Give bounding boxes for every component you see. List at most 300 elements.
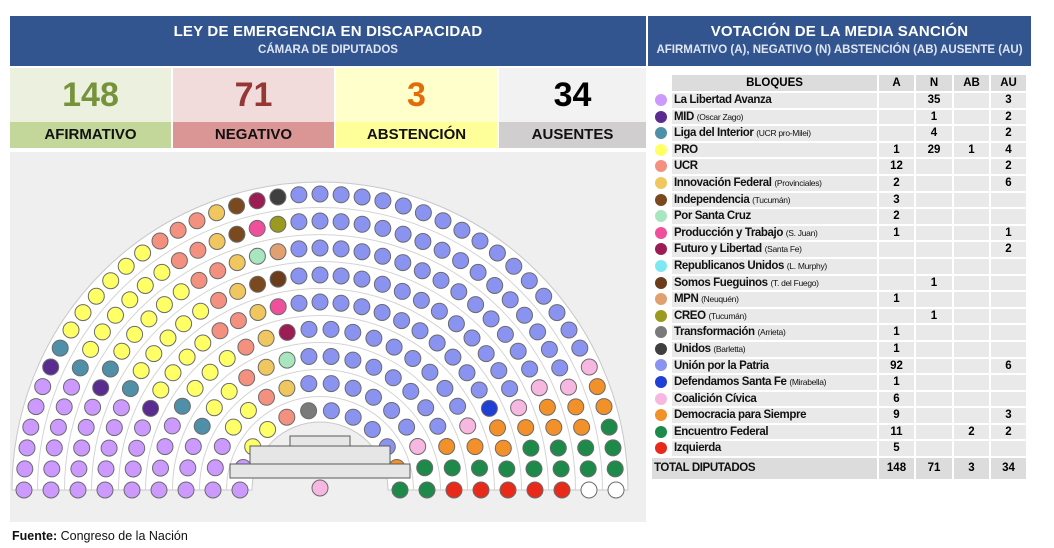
block-name-cell xyxy=(672,276,877,291)
seat xyxy=(395,198,411,214)
vote-au xyxy=(991,342,1026,357)
seat xyxy=(71,461,87,477)
block-color-dot xyxy=(655,227,667,239)
seat xyxy=(137,278,153,294)
seat xyxy=(180,460,196,476)
seat xyxy=(366,389,382,405)
vote-ab xyxy=(954,375,989,390)
block-color-dot xyxy=(655,326,667,338)
seat xyxy=(152,233,168,249)
vote-n xyxy=(916,408,952,423)
seat xyxy=(450,398,466,414)
vote-au: 6 xyxy=(991,359,1026,374)
seat xyxy=(448,316,464,332)
seat xyxy=(211,292,227,308)
block-name: Defendamos Santa Fe xyxy=(674,376,787,389)
block-color-dot xyxy=(655,210,667,222)
seat xyxy=(415,234,431,250)
seat xyxy=(550,440,566,456)
vote-title: VOTACIÓN DE LA MEDIA SANCIÓN xyxy=(710,23,969,40)
block-name: Innovación Federal xyxy=(674,176,772,189)
block-name: Democracia para Siempre xyxy=(674,409,807,422)
vote-a: 11 xyxy=(879,425,914,440)
block-color-dot xyxy=(655,243,667,255)
header-blocks: BLOQUES xyxy=(672,75,877,91)
seat xyxy=(230,313,246,329)
vote-ab xyxy=(954,359,989,374)
table-row xyxy=(652,110,1026,125)
block-color-dot xyxy=(652,375,670,390)
seat xyxy=(333,241,349,257)
seat xyxy=(88,288,104,304)
summary-abstencion xyxy=(336,68,497,150)
block-name: Coalición Cívica xyxy=(674,392,757,405)
seat xyxy=(518,420,534,436)
source-note xyxy=(12,529,188,543)
vote-au xyxy=(991,276,1026,291)
seat xyxy=(549,305,565,321)
block-name-cell xyxy=(672,110,877,125)
vote-au: 3 xyxy=(991,408,1026,423)
seat xyxy=(431,303,447,319)
seat xyxy=(386,339,402,355)
table-row xyxy=(652,126,1026,141)
seat xyxy=(497,326,513,342)
vote-ab xyxy=(954,276,989,291)
seat xyxy=(531,380,547,396)
seat xyxy=(323,376,339,392)
seat xyxy=(190,242,206,258)
vote-summary xyxy=(10,68,646,150)
seat xyxy=(230,283,246,299)
block-color-dot xyxy=(652,110,670,125)
header-ab: AB xyxy=(954,75,989,91)
seat xyxy=(93,380,109,396)
block-color-dot xyxy=(655,393,667,405)
seat xyxy=(64,379,80,395)
seat xyxy=(323,321,339,337)
block-name-cell xyxy=(672,425,877,440)
vote-a: 2 xyxy=(879,176,914,191)
seat xyxy=(270,271,286,287)
seat xyxy=(435,213,451,229)
table-row xyxy=(652,143,1026,158)
seat xyxy=(118,258,134,274)
seat xyxy=(258,359,274,375)
block-name: Unión por la Patria xyxy=(674,359,769,372)
header-au: AU xyxy=(991,75,1026,91)
table-row xyxy=(652,176,1026,191)
seat xyxy=(521,273,537,289)
chamber-header xyxy=(10,16,646,66)
vote-a: 1 xyxy=(879,325,914,340)
table-row xyxy=(652,242,1026,257)
seat xyxy=(250,276,266,292)
seat xyxy=(210,263,226,279)
vote-au: 2 xyxy=(991,159,1026,174)
seat xyxy=(214,439,230,455)
seat xyxy=(143,400,159,416)
block-name-cell xyxy=(672,209,877,224)
total-label: TOTAL DIPUTADOS xyxy=(652,458,877,479)
summary-ausentes xyxy=(499,68,646,150)
block-name: Encuentro Federal xyxy=(674,425,769,438)
block-note: (Barletta) xyxy=(713,343,746,354)
vote-au: 2 xyxy=(991,242,1026,257)
seat xyxy=(209,205,225,221)
seat xyxy=(546,419,562,435)
vote-ab xyxy=(954,292,989,307)
seat xyxy=(301,376,317,392)
seat xyxy=(207,460,223,476)
summary-value: 148 xyxy=(10,68,171,122)
seat xyxy=(417,460,433,476)
table-row xyxy=(652,425,1026,440)
vote-au xyxy=(991,392,1026,407)
vote-a xyxy=(879,110,914,125)
seat xyxy=(114,343,130,359)
seat xyxy=(530,324,546,340)
block-color-dot xyxy=(652,259,670,274)
block-name: UCR xyxy=(674,160,698,173)
seat xyxy=(375,193,391,209)
vote-ab xyxy=(954,309,989,324)
block-name: Transformación xyxy=(674,326,755,339)
vote-n xyxy=(916,342,952,357)
seat xyxy=(460,418,476,434)
seat xyxy=(165,365,181,381)
seat xyxy=(122,292,138,308)
vote-ab xyxy=(954,325,989,340)
seat xyxy=(164,418,180,434)
table-row xyxy=(652,325,1026,340)
seat xyxy=(101,440,117,456)
seat xyxy=(270,189,286,205)
block-name-cell xyxy=(672,342,877,357)
summary-afirmativo xyxy=(10,68,171,150)
header-n: N xyxy=(916,75,952,91)
seat xyxy=(415,205,431,221)
seat xyxy=(345,380,361,396)
seat xyxy=(412,323,428,339)
seat xyxy=(185,439,201,455)
seat xyxy=(500,482,516,498)
seat xyxy=(473,482,489,498)
vote-ab xyxy=(954,193,989,208)
vote-au xyxy=(991,325,1026,340)
desk-top xyxy=(290,436,350,446)
seat xyxy=(527,482,543,498)
block-name: Izquierda xyxy=(674,442,721,455)
vote-n xyxy=(916,159,952,174)
seat xyxy=(312,186,328,202)
seat xyxy=(345,409,361,425)
seat xyxy=(553,461,569,477)
seat xyxy=(249,248,265,264)
vote-a xyxy=(879,93,914,108)
block-color-dot xyxy=(652,93,670,108)
block-note: (Mirabella) xyxy=(789,377,827,388)
vote-n: 1 xyxy=(916,309,952,324)
seat xyxy=(173,284,189,300)
vote-ab xyxy=(954,392,989,407)
vote-n xyxy=(916,359,952,374)
block-note: (Tucumán) xyxy=(708,310,747,321)
seat xyxy=(437,380,453,396)
seat xyxy=(384,403,400,419)
seat xyxy=(581,482,597,498)
seat xyxy=(541,341,557,357)
seat xyxy=(239,370,255,386)
block-name: CREO xyxy=(674,309,706,322)
seat xyxy=(403,383,419,399)
block-color-dot xyxy=(655,426,667,438)
summary-label: ABSTENCIÓN xyxy=(336,122,497,148)
seat xyxy=(229,255,245,271)
vote-au: 3 xyxy=(991,93,1026,108)
seat xyxy=(301,321,317,337)
block-note: (Provinciales) xyxy=(774,177,822,188)
table-row xyxy=(652,226,1026,241)
seat xyxy=(154,264,170,280)
seat xyxy=(153,460,169,476)
seat xyxy=(394,313,410,329)
seat xyxy=(50,419,66,435)
seat xyxy=(418,400,434,416)
block-name-cell xyxy=(672,325,877,340)
vote-a xyxy=(879,242,914,257)
block-color-dot xyxy=(652,309,670,324)
seat xyxy=(124,482,140,498)
seat xyxy=(499,461,515,477)
block-name-cell xyxy=(672,193,877,208)
vote-au xyxy=(991,375,1026,390)
table-row xyxy=(652,375,1026,390)
seat xyxy=(103,273,119,289)
seat xyxy=(375,220,391,236)
vote-ab xyxy=(954,226,989,241)
block-name-cell xyxy=(672,226,877,241)
seat xyxy=(561,322,577,338)
block-name: La Libertad Avanza xyxy=(674,94,772,106)
seat xyxy=(122,381,138,397)
seat xyxy=(129,440,145,456)
seat xyxy=(333,268,349,284)
seat xyxy=(151,482,167,498)
vote-n xyxy=(916,292,952,307)
table-row xyxy=(652,159,1026,174)
block-note: (Oscar Zago) xyxy=(696,111,744,122)
seat xyxy=(46,440,62,456)
seat xyxy=(596,399,612,415)
seat xyxy=(539,399,555,415)
block-name-cell xyxy=(672,259,877,274)
seat xyxy=(146,346,162,362)
vote-ab xyxy=(954,441,989,456)
table-row xyxy=(652,309,1026,324)
seat xyxy=(410,439,426,455)
seat xyxy=(312,267,328,283)
seat xyxy=(364,422,380,438)
block-name-cell xyxy=(672,392,877,407)
seat xyxy=(291,214,307,230)
seat xyxy=(478,346,494,362)
vote-n xyxy=(916,392,952,407)
seat xyxy=(135,245,151,261)
seat xyxy=(467,439,483,455)
seat xyxy=(219,351,235,367)
seat xyxy=(83,341,99,357)
block-color-dot xyxy=(655,160,667,172)
seat xyxy=(205,482,221,498)
seat xyxy=(97,482,113,498)
vote-ab xyxy=(954,176,989,191)
vote-a: 9 xyxy=(879,408,914,423)
vote-a: 92 xyxy=(879,359,914,374)
seat xyxy=(333,295,349,311)
vote-au: 2 xyxy=(991,126,1026,141)
seat xyxy=(191,272,207,288)
block-color-dot xyxy=(655,277,667,289)
seat xyxy=(589,379,605,395)
seat xyxy=(125,461,141,477)
vote-n xyxy=(916,209,952,224)
seat xyxy=(554,482,570,498)
block-color-dot xyxy=(655,94,667,106)
block-name-cell xyxy=(672,126,877,141)
seat xyxy=(157,439,173,455)
desk-upper xyxy=(250,446,390,464)
seat xyxy=(354,271,370,287)
vote-n xyxy=(916,425,952,440)
block-color-dot xyxy=(652,176,670,191)
seat xyxy=(250,305,266,321)
block-color-dot xyxy=(652,126,670,141)
seat xyxy=(133,363,149,379)
source-text: Congreso de la Nación xyxy=(60,529,188,543)
block-note: (L. Murphy) xyxy=(786,260,827,271)
summary-value: 3 xyxy=(336,68,497,122)
seat xyxy=(221,383,237,399)
seat xyxy=(601,419,617,435)
table-header-row xyxy=(652,75,1026,91)
table-row xyxy=(652,359,1026,374)
seat xyxy=(85,399,101,415)
block-note: (Neuquén) xyxy=(701,294,739,305)
vote-a: 5 xyxy=(879,441,914,456)
seat xyxy=(195,335,211,351)
seat xyxy=(127,326,143,342)
vote-n xyxy=(916,242,952,257)
seat xyxy=(561,379,577,395)
seat xyxy=(607,461,623,477)
seat xyxy=(102,361,118,377)
vote-ab xyxy=(954,242,989,257)
seat xyxy=(574,419,590,435)
vote-a xyxy=(879,259,914,274)
seat xyxy=(28,399,44,415)
seat xyxy=(506,258,522,274)
vote-au xyxy=(991,193,1026,208)
vote-n xyxy=(916,375,952,390)
seat xyxy=(434,242,450,258)
seat xyxy=(312,294,328,310)
vote-au xyxy=(991,292,1026,307)
block-name-cell xyxy=(672,176,877,191)
seat xyxy=(44,461,60,477)
block-color-dot xyxy=(652,242,670,257)
summary-label: NEGATIVO xyxy=(173,122,334,148)
seat xyxy=(259,389,275,405)
seat xyxy=(394,283,410,299)
seat xyxy=(23,419,39,435)
seat xyxy=(481,400,497,416)
seat xyxy=(193,303,209,319)
seat xyxy=(502,292,518,308)
seat xyxy=(279,380,295,396)
seat xyxy=(249,220,265,236)
seat xyxy=(489,245,505,261)
seat xyxy=(375,248,391,264)
vote-ab xyxy=(954,110,989,125)
seat xyxy=(171,253,187,269)
vote-au xyxy=(991,441,1026,456)
seat xyxy=(312,240,328,256)
seat xyxy=(445,349,461,365)
vote-ab xyxy=(954,93,989,108)
block-color-dot xyxy=(655,177,667,189)
block-name-cell xyxy=(672,441,877,456)
seat xyxy=(78,419,94,435)
table-row xyxy=(652,292,1026,307)
block-name: PRO xyxy=(674,143,698,156)
block-name: Producción y Trabajo xyxy=(674,226,783,239)
seat xyxy=(202,364,218,380)
header-a: A xyxy=(879,75,914,91)
seat xyxy=(232,482,248,498)
seat xyxy=(385,370,401,386)
block-name: Republicanos Unidos xyxy=(674,259,784,272)
block-note: (S. Juan) xyxy=(785,227,818,238)
seat xyxy=(17,461,33,477)
seat xyxy=(74,440,90,456)
seat xyxy=(333,187,349,203)
block-color-dot xyxy=(655,343,667,355)
seat xyxy=(470,264,486,280)
block-color-dot xyxy=(655,442,667,454)
block-color-dot xyxy=(652,325,670,340)
table-row xyxy=(652,209,1026,224)
source-label: Fuente: xyxy=(12,529,58,543)
block-note: (Arrieta) xyxy=(757,327,786,338)
seat xyxy=(487,278,503,294)
seat xyxy=(526,461,542,477)
vote-n xyxy=(916,176,952,191)
seat xyxy=(439,439,455,455)
seat xyxy=(135,420,151,436)
block-name-cell xyxy=(672,309,877,324)
seat xyxy=(72,360,88,376)
vote-au: 4 xyxy=(991,143,1026,158)
seat xyxy=(108,307,124,323)
block-name-cell xyxy=(672,159,877,174)
block-note: (Santa Fe) xyxy=(764,244,802,255)
blocks-table xyxy=(648,68,1031,526)
block-color-dot xyxy=(655,260,667,272)
block-color-dot xyxy=(652,292,670,307)
summary-value: 34 xyxy=(499,68,646,122)
vote-a: 1 xyxy=(879,226,914,241)
